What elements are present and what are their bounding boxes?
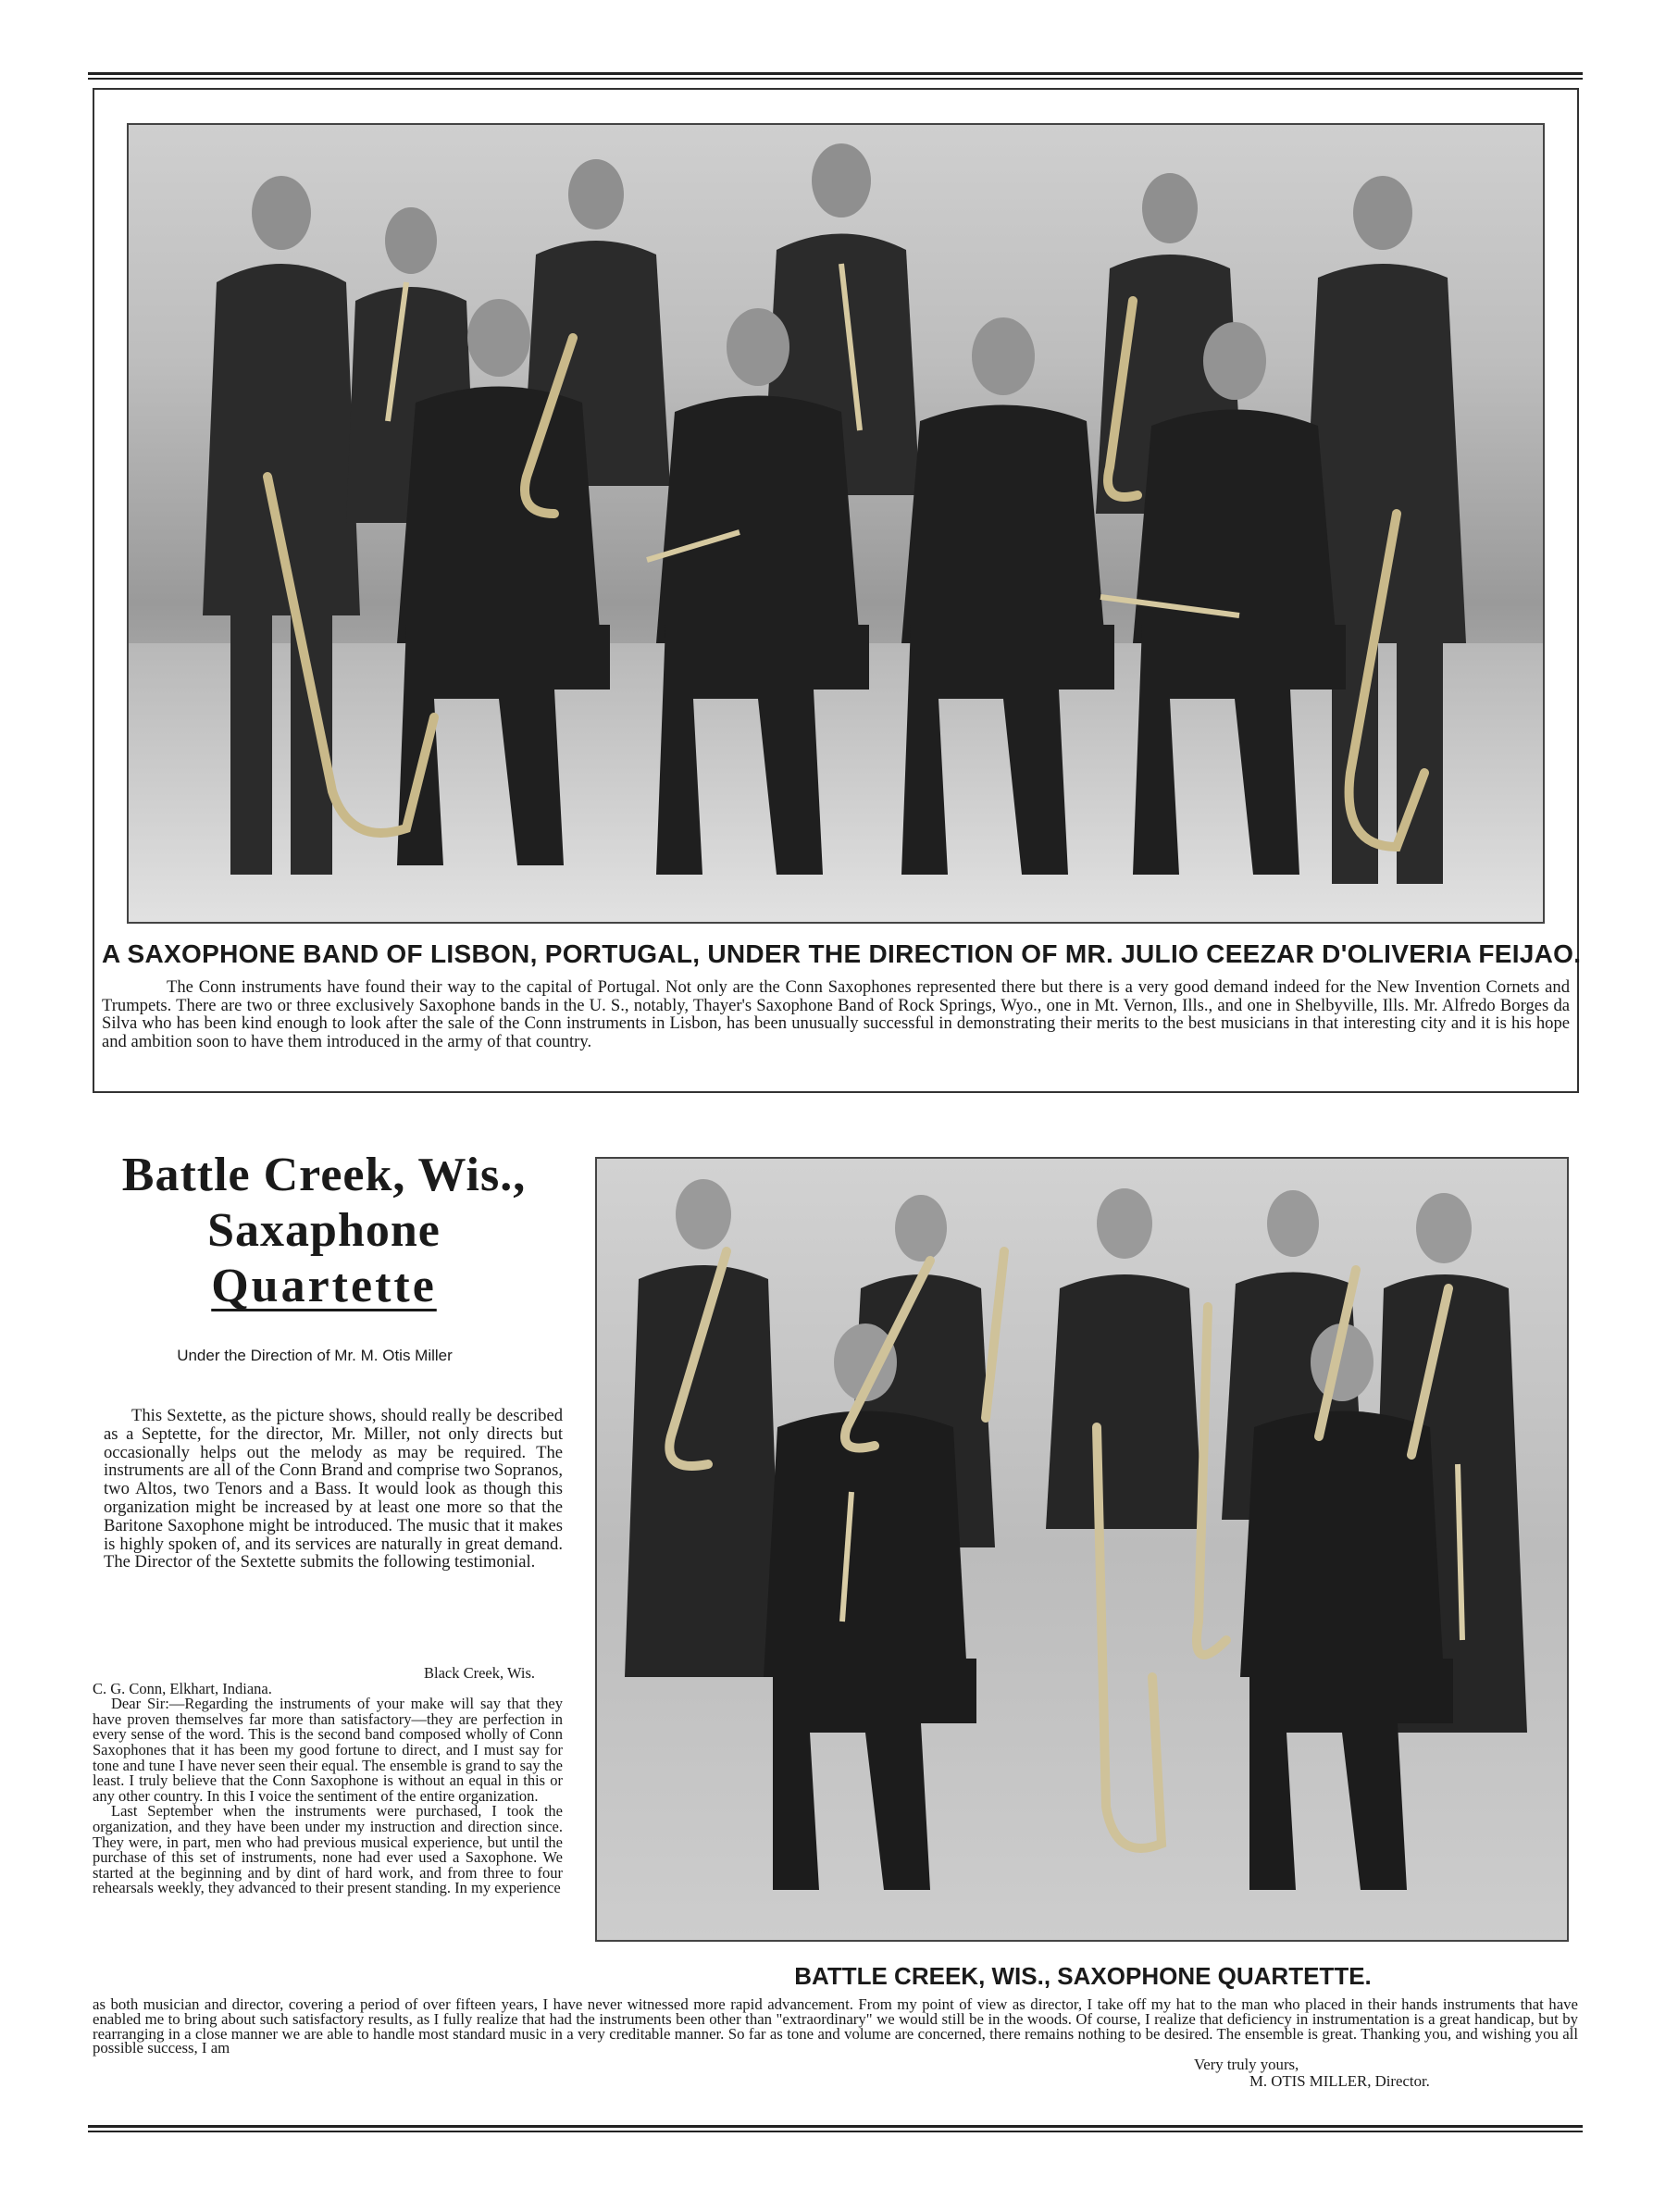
bottom-rule-1: [88, 2125, 1583, 2128]
letter-place: Black Creek, Wis.: [423, 1664, 535, 1682]
lisbon-band-photo: [127, 123, 1545, 924]
battle-creek-illustration: [597, 1159, 1569, 1942]
letter-paragraph-2: Last September when the instruments were purchased, I took the organization, and they have been under my instruction and direction since. They were, in part, men who had previous musical experience, but until the purchase of this set of instruments, none had ever used a Saxophone. We started at the beginning and by dint of hard work, and from three to four rehearsals weekly, they advanced to their present standing. In my experience: [93, 1802, 563, 1897]
title-line-2: Saxaphone: [207, 1204, 441, 1257]
letter-paragraph-3: as both musician and director, covering a period of over fifteen years, I have never witnessed more rapid advancement. From my point of view as director, I take off my hat to the man who placed in their hands instruments that have enabled me to bring about such satisfactory results, as I fully realize that had the instruments been other than "extraordinary" we would still be in the woods. Of course, I realize that deficiency in instrumentation is a great handicap, but by rearranging in a close manner we are able to handle most standard music in a very creditable manner. So far as tone and volume are concerned, there remains nothing to be desired. The ensemble is great. Thanking you, and wishing you all possible success, I am: [93, 1995, 1578, 2057]
battle-creek-caption: BATTLE CREEK, WIS., SAXOPHONE QUARTETTE.: [794, 1962, 1372, 1990]
closing-line: Very truly yours,: [1194, 2056, 1299, 2073]
testimonial-letter: [93, 1666, 563, 1896]
battle-creek-photo: [595, 1157, 1569, 1942]
lisbon-paragraph: The Conn instruments have found their way to the capital of Portugal. Not only are the Conn Saxophones represented there but there is a very good demand indeed for the New Invention Cornets and Trumpets. There are two or three exclusively Saxophone bands in the U. S., notably, Thayer's Saxophone Band of Rock Springs, Wyo., one in Mt. Vernon, Ills., and one in Shelbyville, Ills. Mr. Alfredo Borges da Silva who has been kind enough to look after the sale of the Conn instruments in Lisbon, has been unusually successful in demonstrating their merits to the best musicians in that interesting city and it is his hope and ambition soon to have them introduced in the army of that country.: [102, 977, 1570, 1051]
battle-creek-subtitle: Under the Direction of Mr. M. Otis Miller: [177, 1347, 453, 1364]
title-line-1: Battle Creek, Wis.,: [121, 1149, 527, 1201]
lisbon-band-illustration: [129, 125, 1545, 924]
letter-closing: [1194, 2057, 1509, 2090]
battle-creek-paragraph: This Sextette, as the picture shows, should really be described as a Septette, for the director, Mr. Miller, not only directs but occasionally helps out the melody as may be required. The instruments are all of the Conn Brand and comprise two Sopranos, two Altos, two Tenors and a Bass. It would look as though this organization might be increased by at least one more so that the Baritone Saxophone might be introduced. The music that it makes is highly spoken of, and its services are naturally in great demand. The Director of the Sextette submits the following testimonial.: [104, 1406, 563, 1572]
letter-paragraph-1: Dear Sir:—Regarding the instruments of your make will say that they have proven themselves far more than satisfactory—they are perfection in every sense of the word. This is the second band composed wholly of Conn Saxophones that it has been my good fortune to direct, and I must say for tone and tune I have never seen their equal. The ensemble is grand to say the least. I truly believe that the Conn Saxophone is without an equal in this or any other country. In this I voice the sentiment of the entire organization.: [93, 1695, 563, 1805]
title-line-3: Quartette: [211, 1260, 437, 1312]
top-rule-1: [88, 72, 1583, 75]
top-rule-2: [88, 78, 1583, 80]
bottom-rule-2: [88, 2131, 1583, 2132]
signature: M. OTIS MILLER, Director.: [1249, 2072, 1430, 2090]
lisbon-caption: A SAXOPHONE BAND OF LISBON, PORTUGAL, UNDER THE DIRECTION OF MR. JULIO CEEZAR D'OLIVERIA FEIJAO.: [102, 939, 1582, 968]
letter-address: C. G. Conn, Elkhart, Indiana.: [93, 1679, 272, 1697]
battle-creek-title: [93, 1148, 555, 1314]
